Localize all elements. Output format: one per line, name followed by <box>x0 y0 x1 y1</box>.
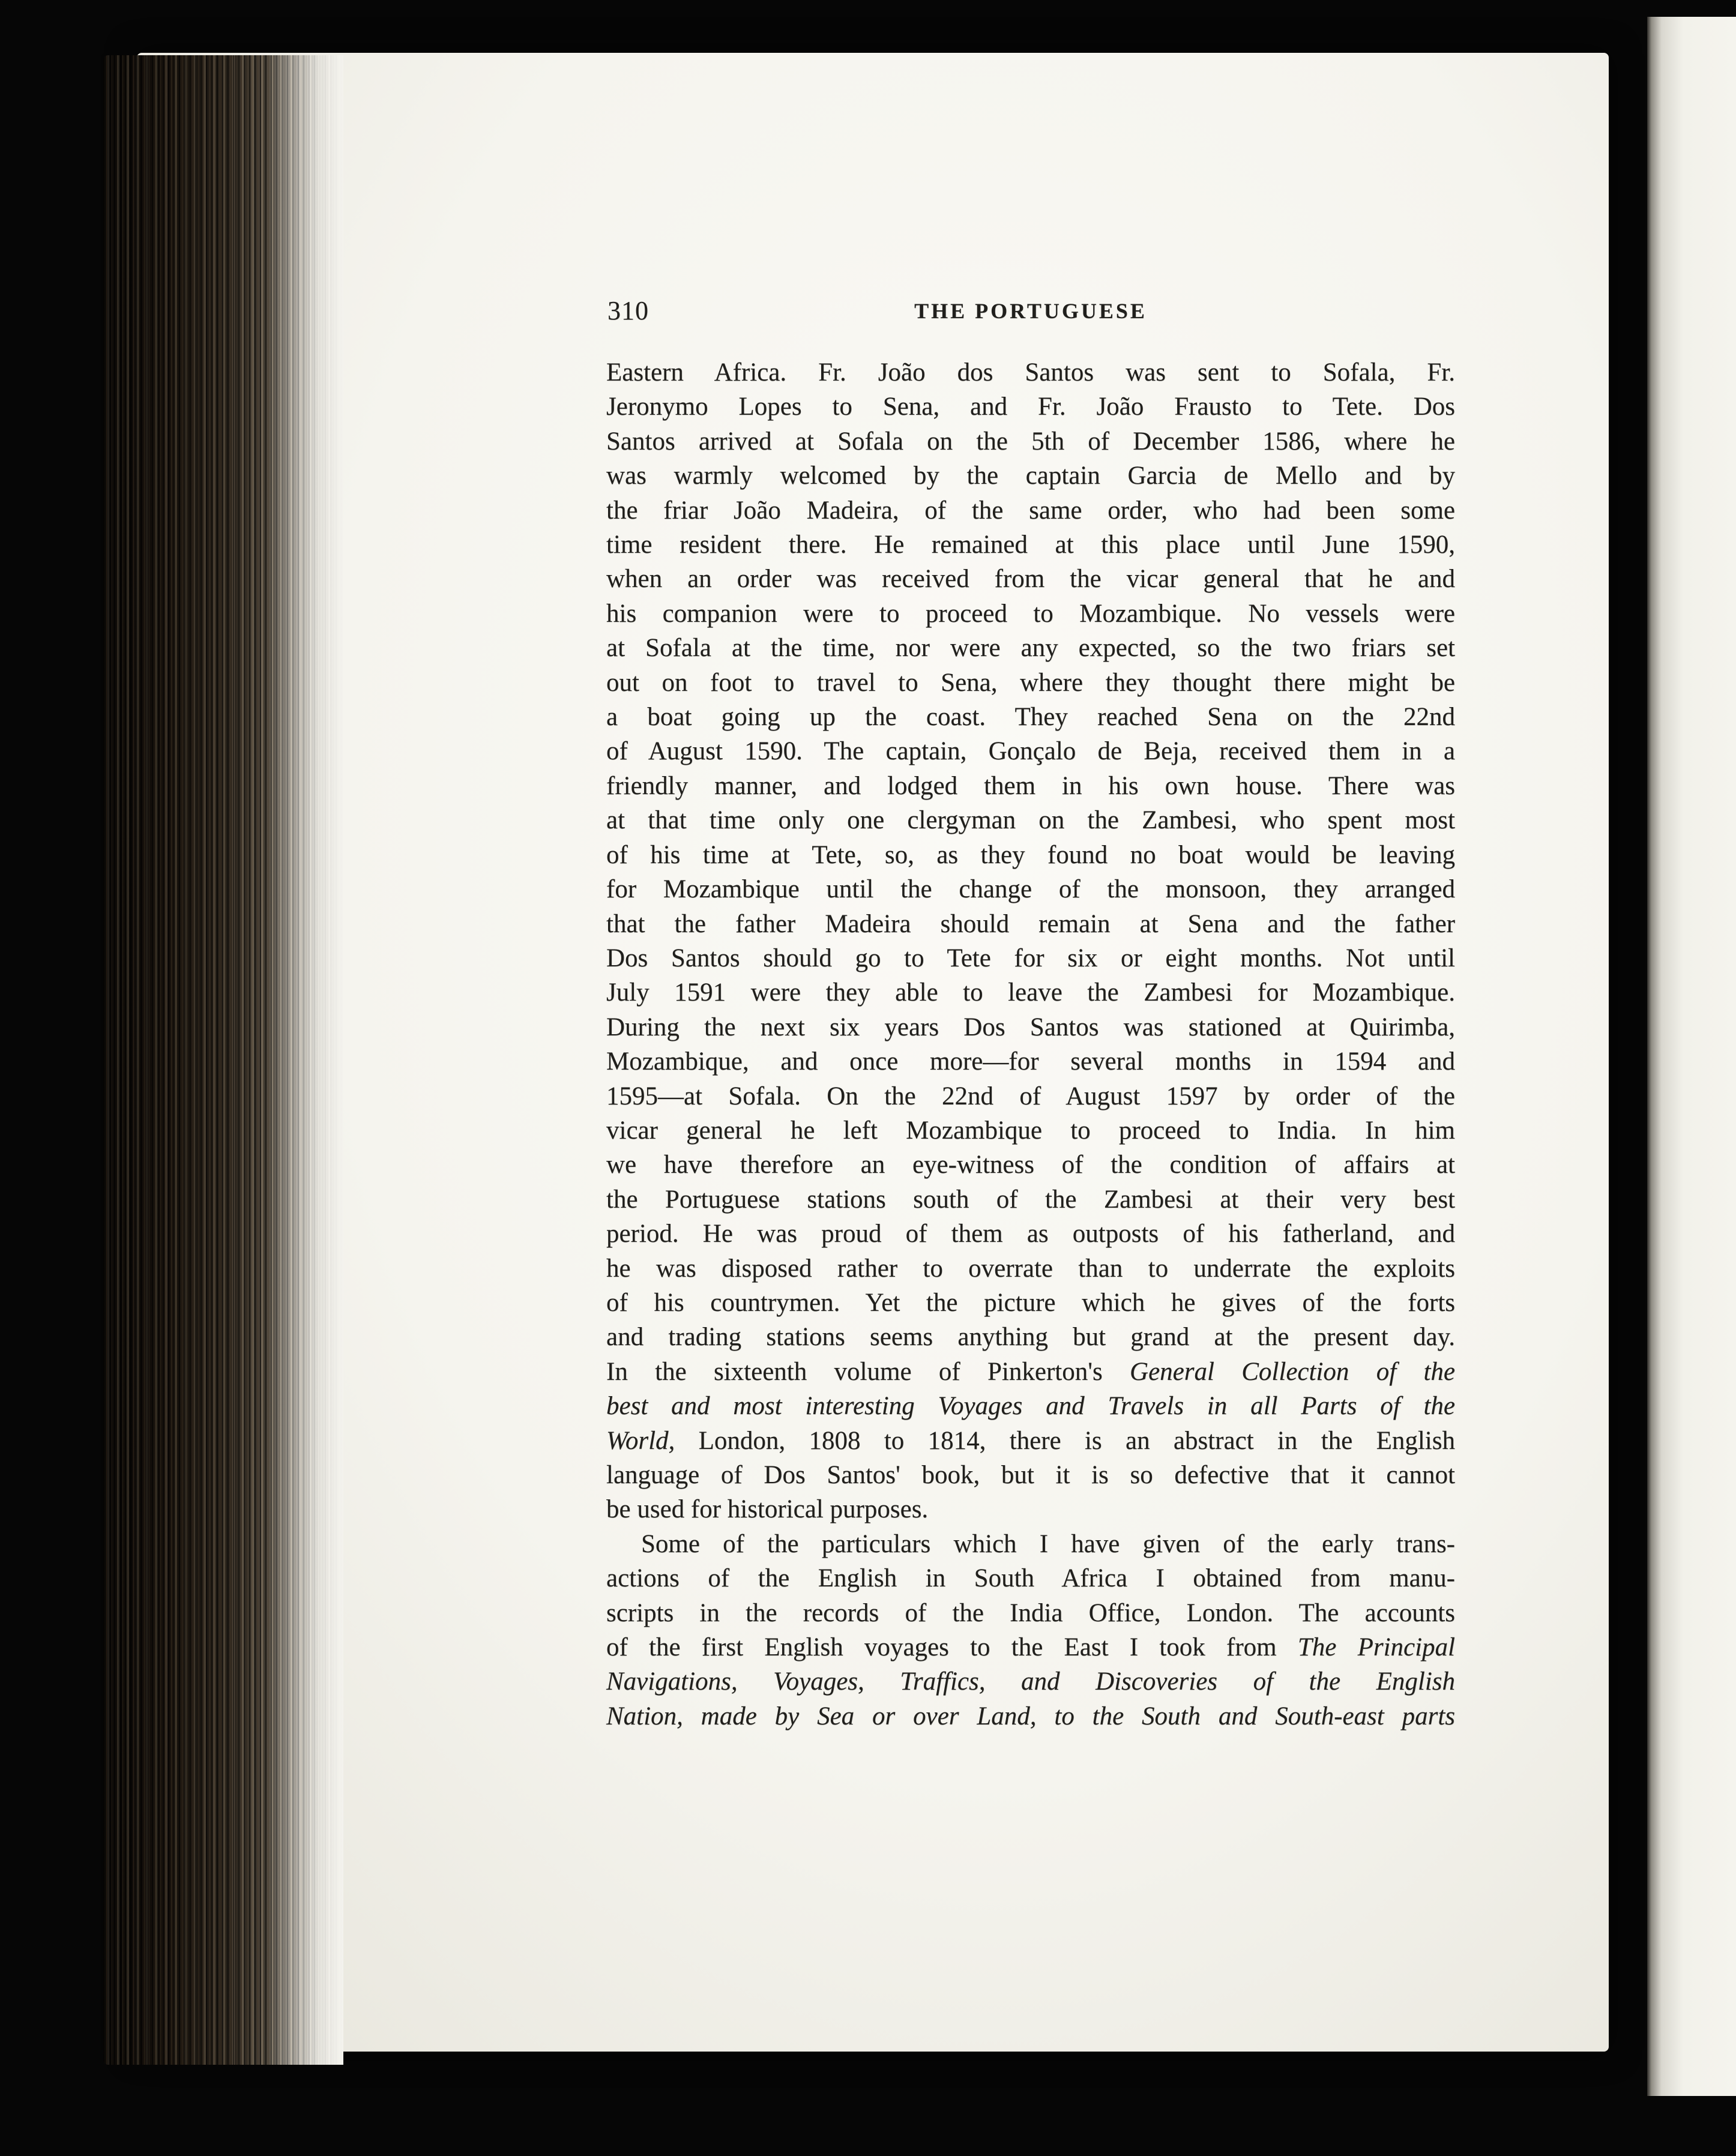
text-line <box>606 1182 1455 1217</box>
text-line <box>606 1044 1455 1079</box>
text-line <box>606 1320 1455 1354</box>
text-line <box>606 803 1455 837</box>
text-line <box>606 1630 1455 1664</box>
text-line <box>606 1458 1455 1492</box>
text-line <box>606 1217 1455 1251</box>
text-segment: Some of the particulars which I have given of the early trans- <box>641 1529 1455 1558</box>
text-segment: Dos Santos should go to Tete for six or eight months. Not until <box>606 944 1455 972</box>
text-segment: Eastern Africa. Fr. João dos Santos was sent to Sofala, Fr. <box>606 358 1455 387</box>
page-number: 310 <box>607 296 649 325</box>
text-segment: when an order was received from the vicar general that he and <box>606 565 1455 594</box>
text-line <box>606 907 1455 941</box>
text-segment: During the next six years Dos Santos was stationed at Quirimba, <box>606 1013 1455 1041</box>
text-segment: be used for historical purposes. <box>606 1495 929 1524</box>
text-segment: scripts in the records of the India Office, London. The accounts <box>606 1598 1455 1627</box>
text-segment: that the father Madeira should remain at Sena and the father <box>606 909 1455 938</box>
text-line <box>606 631 1455 665</box>
text-line <box>606 1010 1455 1044</box>
text-segment: the friar João Madeira, of the same order, who had been some <box>606 496 1455 525</box>
text-line <box>606 355 1455 390</box>
text-line <box>606 838 1455 872</box>
text-segment-italic: Nation, made by Sea or over Land, to the South and South-east parts <box>606 1702 1455 1730</box>
text-segment: the Portuguese stations south of the Zambesi at their very best <box>606 1185 1455 1214</box>
text-line <box>606 734 1455 768</box>
text-line <box>606 1355 1455 1389</box>
text-segment: Mozambique, and once more—for several months in 1594 and <box>606 1047 1455 1076</box>
text-segment: In the sixteenth volume of Pinkerton's <box>606 1357 1130 1386</box>
text-segment-italic: Navigations, Voyages, Traffics, and Discoveries of the English <box>606 1667 1455 1696</box>
text-line <box>606 941 1455 975</box>
text-line <box>606 528 1455 562</box>
text-segment: of the first English voyages to the East I took from <box>606 1633 1298 1662</box>
text-segment: was warmly welcomed by the captain Garcia de Mello and by <box>606 462 1455 490</box>
text-line <box>606 666 1455 700</box>
page-edge-texture <box>103 55 343 2065</box>
text-segment: London, 1808 to 1814, there is an abstract in the English <box>675 1426 1455 1455</box>
text-segment: of his time at Tete, so, as they found no boat would be leaving <box>606 840 1455 869</box>
text-segment: for Mozambique until the change of the monsoon, they arranged <box>606 875 1455 904</box>
text-line <box>606 1699 1455 1733</box>
text-segment: period. He was proud of them as outposts of his fatherland, and <box>606 1220 1455 1248</box>
text-segment: at that time only one clergyman on the Zambesi, who spent most <box>606 806 1455 835</box>
text-line <box>606 1113 1455 1148</box>
text-segment: at Sofala at the time, nor were any expected, so the two friars set <box>606 634 1455 663</box>
text-line <box>606 390 1455 424</box>
text-line <box>606 1251 1455 1286</box>
text-segment: 1595—at Sofala. On the 22nd of August 1597 by order of the <box>606 1082 1455 1110</box>
text-line <box>606 975 1455 1010</box>
book-page <box>137 53 1609 2052</box>
text-segment: friendly manner, and lodged them in his own house. There was <box>606 771 1455 800</box>
text-line <box>606 1389 1455 1423</box>
text-segment-italic: The Principal <box>1297 1633 1456 1662</box>
page-text <box>606 355 1455 1733</box>
text-line <box>606 459 1455 493</box>
text-segment: vicar general he left Mozambique to proceed to India. In him <box>606 1116 1455 1145</box>
text-line <box>606 493 1455 528</box>
text-segment: of August 1590. The captain, Gonçalo de Beja, received them in a <box>606 737 1455 766</box>
text-segment: and trading stations seems anything but grand at the present day. <box>606 1323 1455 1352</box>
text-line <box>606 1492 1455 1526</box>
next-page-strip <box>1647 17 1736 2096</box>
page-text-block <box>606 294 1455 1733</box>
text-segment: time resident there. He remained at this place until June 1590, <box>606 531 1455 559</box>
text-segment: July 1591 were they able to leave the Zambesi for Mozambique. <box>606 978 1455 1007</box>
text-line <box>606 769 1455 803</box>
text-line <box>606 1561 1455 1595</box>
text-segment: Santos arrived at Sofala on the 5th of December 1586, where he <box>606 427 1455 456</box>
text-line <box>606 872 1455 906</box>
text-segment: language of Dos Santos' book, but it is so defective that it cannot <box>606 1461 1455 1489</box>
text-segment: we have therefore an eye-witness of the condition of affairs at <box>606 1151 1455 1179</box>
text-line <box>606 1664 1455 1699</box>
text-line <box>606 1148 1455 1182</box>
text-line <box>606 1079 1455 1113</box>
text-segment: a boat going up the coast. They reached Sena on the 22nd <box>606 703 1455 732</box>
running-header: THE PORTUGUESE <box>914 299 1147 323</box>
text-segment: of his countrymen. Yet the picture which he gives of the forts <box>606 1288 1455 1317</box>
text-line <box>606 562 1455 596</box>
text-line <box>606 1424 1455 1458</box>
text-line <box>606 700 1455 734</box>
text-segment-italic: best and most interesting Voyages and Travels in all Parts of the <box>606 1392 1455 1421</box>
text-line <box>606 1527 1455 1561</box>
text-segment: out on foot to travel to Sena, where they thought there might be <box>606 668 1455 697</box>
text-segment: he was disposed rather to overrate than to underrate the exploits <box>606 1254 1455 1283</box>
text-segment: actions of the English in South Africa I obtained from manu- <box>606 1564 1455 1593</box>
text-segment-italic: General Collection of the <box>1130 1357 1455 1386</box>
text-line <box>606 597 1455 631</box>
text-segment: Jeronymo Lopes to Sena, and Fr. João Frausto to Tete. Dos <box>606 393 1455 421</box>
page-header-row <box>606 294 1455 329</box>
text-segment: his companion were to proceed to Mozambique. No vessels were <box>606 599 1455 628</box>
text-segment-italic: World, <box>606 1426 675 1455</box>
text-line <box>606 424 1455 459</box>
text-line <box>606 1286 1455 1320</box>
text-line <box>606 1596 1455 1630</box>
